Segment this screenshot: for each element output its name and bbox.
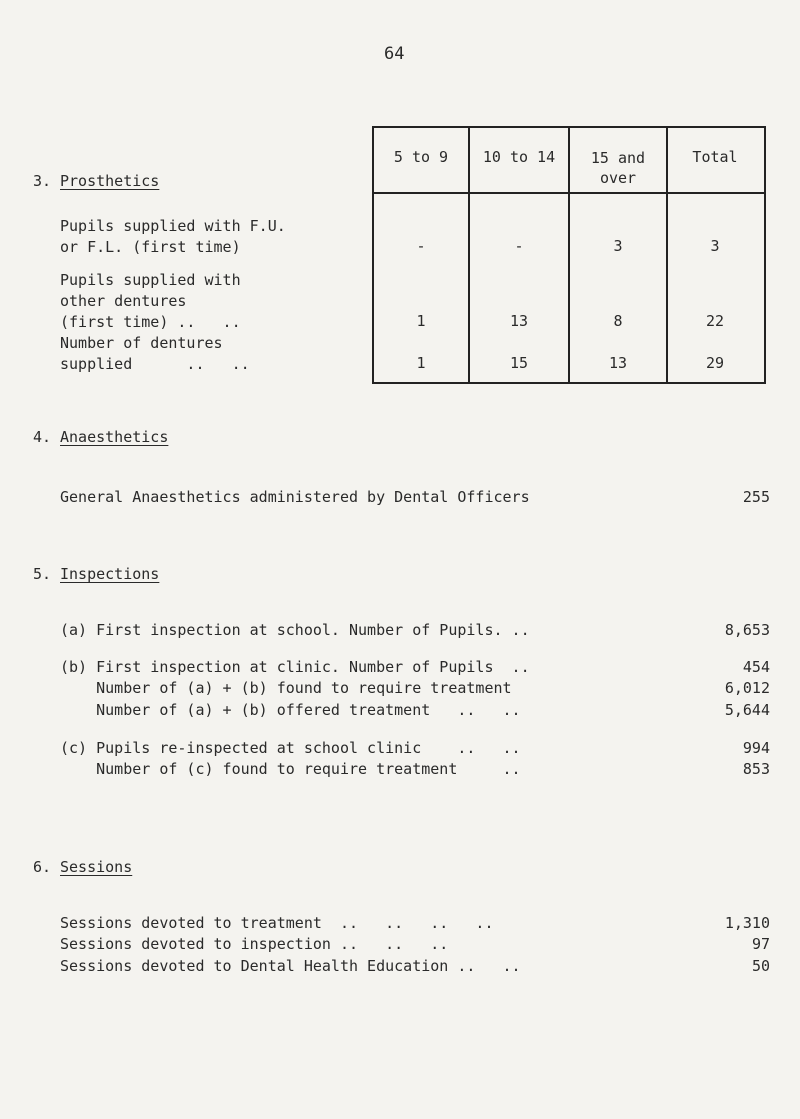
inspection-line: (b) First inspection at clinic. Number of Pupils .. [60, 658, 530, 676]
table-cell: 1 [416, 312, 426, 330]
table-cell: - [416, 237, 426, 255]
inspection-value: 8,653 [724, 621, 770, 639]
sessions-heading: Sessions [60, 858, 133, 876]
table-cell: 22 [705, 312, 725, 330]
prosthetics-heading-number: 3. [33, 172, 52, 190]
inspection-value: 5,644 [724, 701, 770, 719]
table-cell: 29 [705, 354, 725, 372]
inspection-line: Number of (a) + (b) found to require treatment [60, 679, 512, 697]
inspection-value: 454 [742, 658, 770, 676]
table-row-label: Pupils supplied with other dentures (first time) .. .. [60, 271, 241, 331]
table-header-5-to-9: 5 to 9 [393, 148, 449, 166]
table-cell: 3 [613, 237, 623, 255]
table-cell: 15 [509, 354, 529, 372]
anaesthetics-heading: Anaesthetics [60, 428, 169, 446]
table-row-label: Number of dentures supplied .. .. [60, 334, 250, 373]
table-header-10-to-14: 10 to 14 [482, 148, 556, 166]
table-cell: - [514, 237, 524, 255]
session-value: 50 [751, 957, 770, 975]
inspection-value: 994 [742, 739, 770, 757]
table-row-label: Pupils supplied with F.U. or F.L. (first time) [60, 217, 286, 256]
table-header-total: Total [692, 148, 738, 166]
inspection-value: 853 [742, 760, 770, 778]
table-cell: 13 [608, 354, 628, 372]
inspections-heading-number: 5. [33, 565, 52, 583]
table-cell: 13 [509, 312, 529, 330]
session-line: Sessions devoted to inspection .. .. .. [60, 935, 449, 953]
table-cell: 8 [613, 312, 623, 330]
table-header-15-and-over: 15 and over [590, 149, 646, 187]
table-cell: 1 [416, 354, 426, 372]
sessions-heading-number: 6. [33, 858, 52, 876]
session-value: 97 [751, 935, 770, 953]
prosthetics-heading: Prosthetics [60, 172, 160, 190]
inspections-heading: Inspections [60, 565, 160, 583]
anaesthetics-heading-number: 4. [33, 428, 52, 446]
anaesthetics-line: General Anaesthetics administered by Dental Officers [60, 488, 530, 506]
inspection-line: (c) Pupils re-inspected at school clinic .. .. [60, 739, 521, 757]
anaesthetics-value: 255 [742, 488, 770, 506]
session-line: Sessions devoted to treatment .. .. .. .. [60, 914, 494, 932]
table-cell: 3 [710, 237, 720, 255]
session-value: 1,310 [724, 914, 770, 932]
inspection-line: Number of (c) found to require treatment .. [60, 760, 521, 778]
inspection-value: 6,012 [724, 679, 770, 697]
inspection-line: (a) First inspection at school. Number of Pupils. .. [60, 621, 530, 639]
page-number: 64 [384, 44, 405, 64]
inspection-line: Number of (a) + (b) offered treatment .. .. [60, 701, 521, 719]
session-line: Sessions devoted to Dental Health Education .. .. [60, 957, 521, 975]
